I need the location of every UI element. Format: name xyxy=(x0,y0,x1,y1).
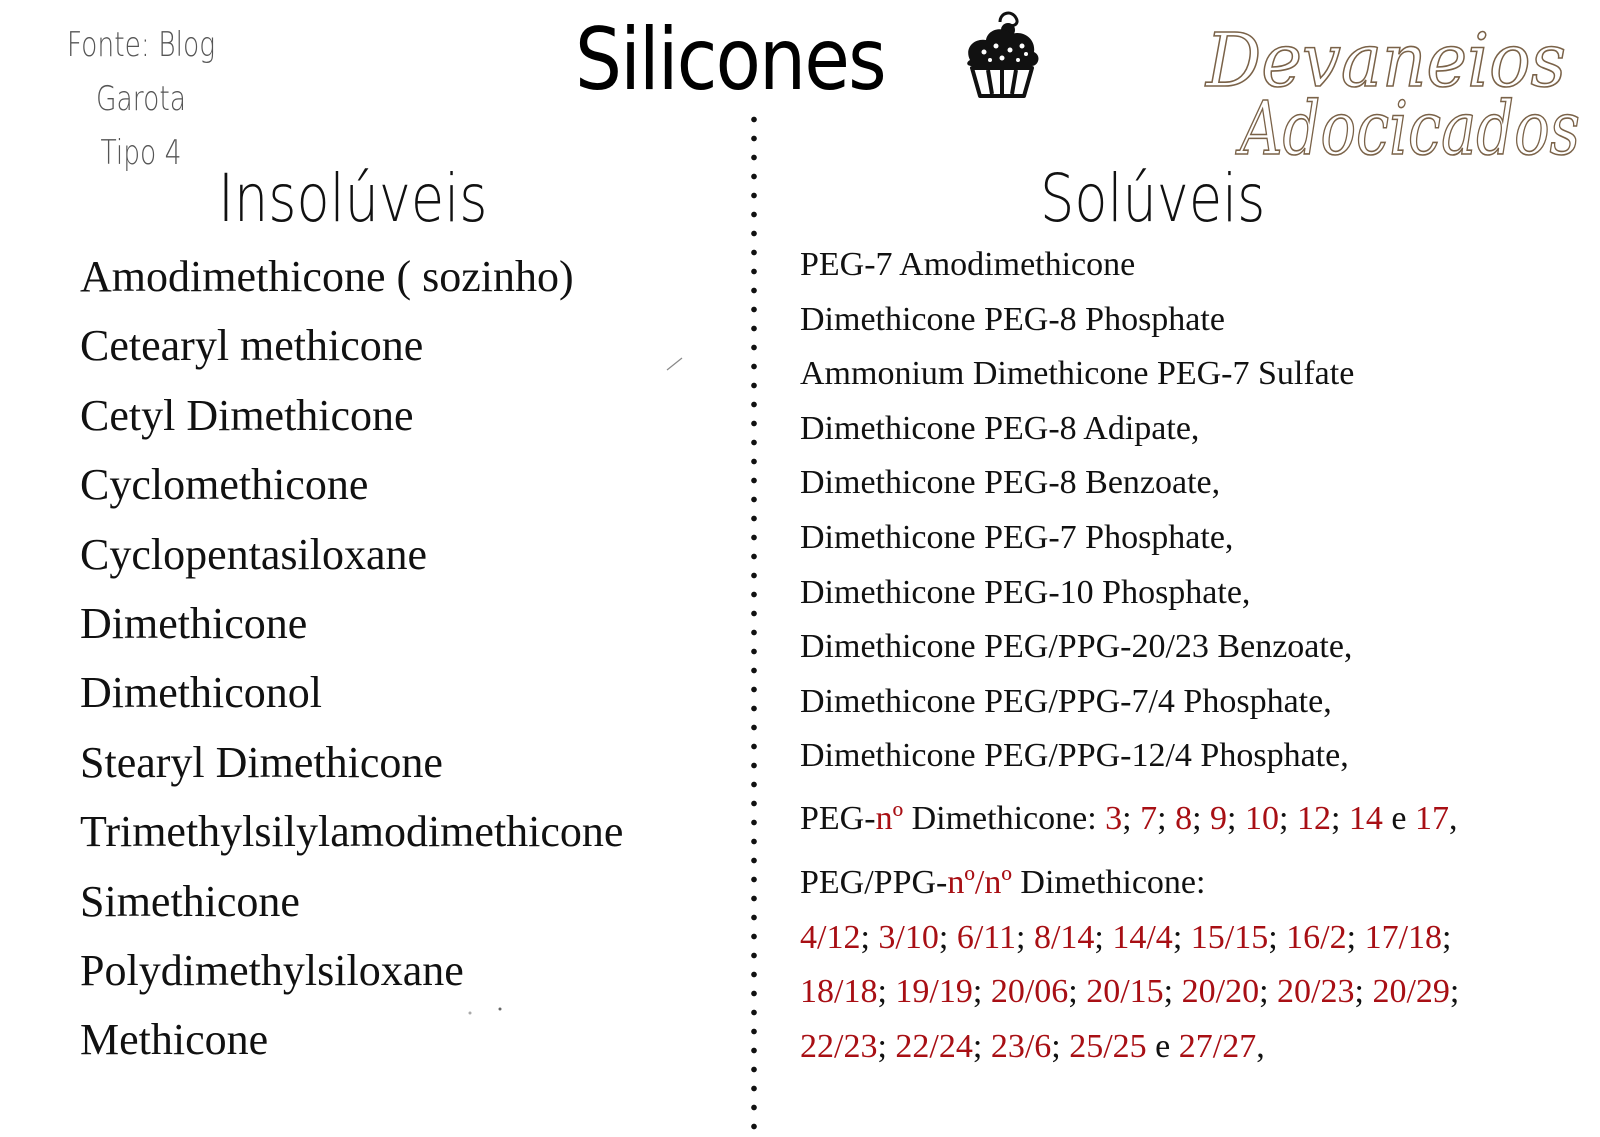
separator: ; xyxy=(1354,973,1373,1010)
separator: ; xyxy=(972,1027,991,1065)
ppg-n-placeholder: nº/nº xyxy=(947,864,1012,901)
ppg-value: 20/06 xyxy=(990,973,1069,1010)
ppg-value: 20/20 xyxy=(1181,973,1260,1010)
source-line-1: Fonte: Blog Garota xyxy=(66,25,216,119)
peg-value: 9 xyxy=(1210,800,1228,837)
ppg-value: 15/15 xyxy=(1190,918,1269,956)
peg-suffix: , xyxy=(1448,800,1458,837)
ppg-value: 20/29 xyxy=(1372,973,1450,1010)
ppg-value: 6/11 xyxy=(956,918,1016,956)
peg-ppg-dimethicone-block xyxy=(800,856,1459,1074)
separator: ; xyxy=(1268,918,1287,956)
list-item: PEG-7 Amodimethicone xyxy=(800,246,1136,283)
ppg-value: 19/19 xyxy=(895,973,973,1010)
list-item: Dimethicone PEG-8 Adipate, xyxy=(800,409,1200,447)
devaneios-adocicados-logo xyxy=(1200,8,1590,168)
list-item: Methicone xyxy=(80,1015,269,1065)
separator: ; xyxy=(1330,800,1349,837)
ppg-value: 20/15 xyxy=(1086,973,1164,1010)
separator: ; xyxy=(877,1027,896,1065)
insoluveis-list xyxy=(80,246,623,1079)
peg-conj: e xyxy=(1382,800,1415,837)
ppg-value: 23/6 xyxy=(990,1027,1052,1065)
peg-value: 3 xyxy=(1105,800,1123,837)
separator: ; xyxy=(972,973,991,1010)
ppg-row xyxy=(800,1020,1459,1075)
separator: ; xyxy=(1016,918,1034,956)
separator: ; xyxy=(1163,973,1182,1010)
list-item: Polydimethylsiloxane xyxy=(80,945,464,995)
list-item: Dimethicone PEG/PPG-12/4 Phosphate, xyxy=(800,737,1349,775)
peg-n-placeholder: nº xyxy=(875,800,904,837)
separator: ; xyxy=(938,918,957,956)
list-item: Dimethicone PEG-10 Phosphate, xyxy=(800,573,1251,611)
separator: ; xyxy=(1157,800,1176,837)
cupcake-icon xyxy=(960,8,1044,100)
source-line-2: Tipo 4 xyxy=(100,133,182,173)
separator: ; xyxy=(860,918,879,956)
list-item: Ammonium Dimethicone PEG-7 Sulfate xyxy=(800,355,1355,393)
separator: ; xyxy=(1449,973,1460,1010)
separator: ; xyxy=(877,973,896,1010)
soluveis-list xyxy=(800,238,1354,784)
separator: ; xyxy=(1122,800,1141,837)
ppg-value: 22/24 xyxy=(895,1027,973,1065)
peg-prefix: PEG- xyxy=(800,800,876,837)
peg-dimethicone-line xyxy=(800,792,1457,846)
list-item: Cetyl Dimethicone xyxy=(80,390,414,440)
list-item: Amodimethicone ( sozinho) xyxy=(80,252,574,301)
ppg-value: 22/23 xyxy=(800,1027,878,1065)
list-item: Dimethicone PEG/PPG-20/23 Benzoate, xyxy=(800,628,1353,666)
separator: ; xyxy=(1192,800,1211,837)
separator: ; xyxy=(1172,918,1191,956)
list-item: Dimethicone PEG/PPG-7/4 Phosphate, xyxy=(800,682,1332,720)
list-item: Simethicone xyxy=(80,876,300,926)
ppg-label: Dimethicone: xyxy=(1011,864,1206,901)
peg-numbers xyxy=(1105,800,1383,837)
logo-line-2: Adocicados xyxy=(1235,86,1580,168)
ppg-conj: e xyxy=(1146,1027,1179,1065)
page-title: Silicones xyxy=(575,10,885,110)
source-credit xyxy=(24,18,258,180)
ppg-value: 25/25 xyxy=(1069,1027,1147,1065)
ppg-value: 17/18 xyxy=(1364,918,1443,956)
ppg-value: 4/12 xyxy=(800,918,861,956)
ppg-value: 8/14 xyxy=(1033,918,1095,956)
separator: ; xyxy=(1094,918,1113,956)
list-item: Stearyl Dimethicone xyxy=(80,737,443,787)
ppg-header xyxy=(800,856,1459,911)
ppg-suffix: , xyxy=(1256,1027,1265,1065)
separator: ; xyxy=(1442,918,1452,956)
separator: ; xyxy=(1259,973,1278,1010)
peg-last-number: 17 xyxy=(1414,800,1449,837)
peg-value: 14 xyxy=(1348,800,1383,837)
separator: ; xyxy=(1346,918,1365,956)
ppg-row xyxy=(800,911,1459,966)
peg-value: 7 xyxy=(1140,800,1158,837)
ppg-value: 14/4 xyxy=(1112,918,1173,956)
ppg-value: 18/18 xyxy=(800,973,878,1010)
list-item: Dimethiconol xyxy=(80,668,322,718)
peg-value: 12 xyxy=(1296,800,1331,837)
soluveis-heading: Solúveis xyxy=(1040,160,1266,237)
separator: ; xyxy=(1068,973,1087,1010)
logo-line-1: Devaneios xyxy=(1204,18,1566,104)
ppg-value: 16/2 xyxy=(1286,918,1347,956)
peg-value: 8 xyxy=(1175,800,1193,837)
list-item: Cyclopentasiloxane xyxy=(80,529,428,579)
peg-label: Dimethicone: xyxy=(903,800,1106,837)
ppg-row-values xyxy=(800,1028,1147,1065)
list-item: Cetearyl methicone xyxy=(80,321,424,371)
list-item: Dimethicone xyxy=(80,598,308,648)
list-item: Trimethylsilylamodimethicone xyxy=(80,807,624,857)
list-item: Dimethicone PEG-8 Phosphate xyxy=(800,300,1225,338)
separator: ; xyxy=(1051,1027,1070,1065)
column-divider xyxy=(750,110,758,1137)
ppg-last-ratio: 27/27 xyxy=(1178,1027,1257,1065)
ppg-prefix: PEG/PPG- xyxy=(800,864,948,901)
ppg-value: 20/23 xyxy=(1277,973,1355,1010)
separator: ; xyxy=(1278,800,1297,837)
separator: ; xyxy=(1227,800,1245,837)
list-item: Dimethicone PEG-7 Phosphate, xyxy=(800,518,1234,556)
ppg-value: 3/10 xyxy=(878,918,939,956)
insoluveis-heading: Insolúveis xyxy=(218,160,488,237)
list-item: Cyclomethicone xyxy=(80,460,369,510)
ppg-row xyxy=(800,965,1459,1020)
list-item: Dimethicone PEG-8 Benzoate, xyxy=(800,464,1221,502)
peg-value: 10 xyxy=(1244,800,1279,837)
